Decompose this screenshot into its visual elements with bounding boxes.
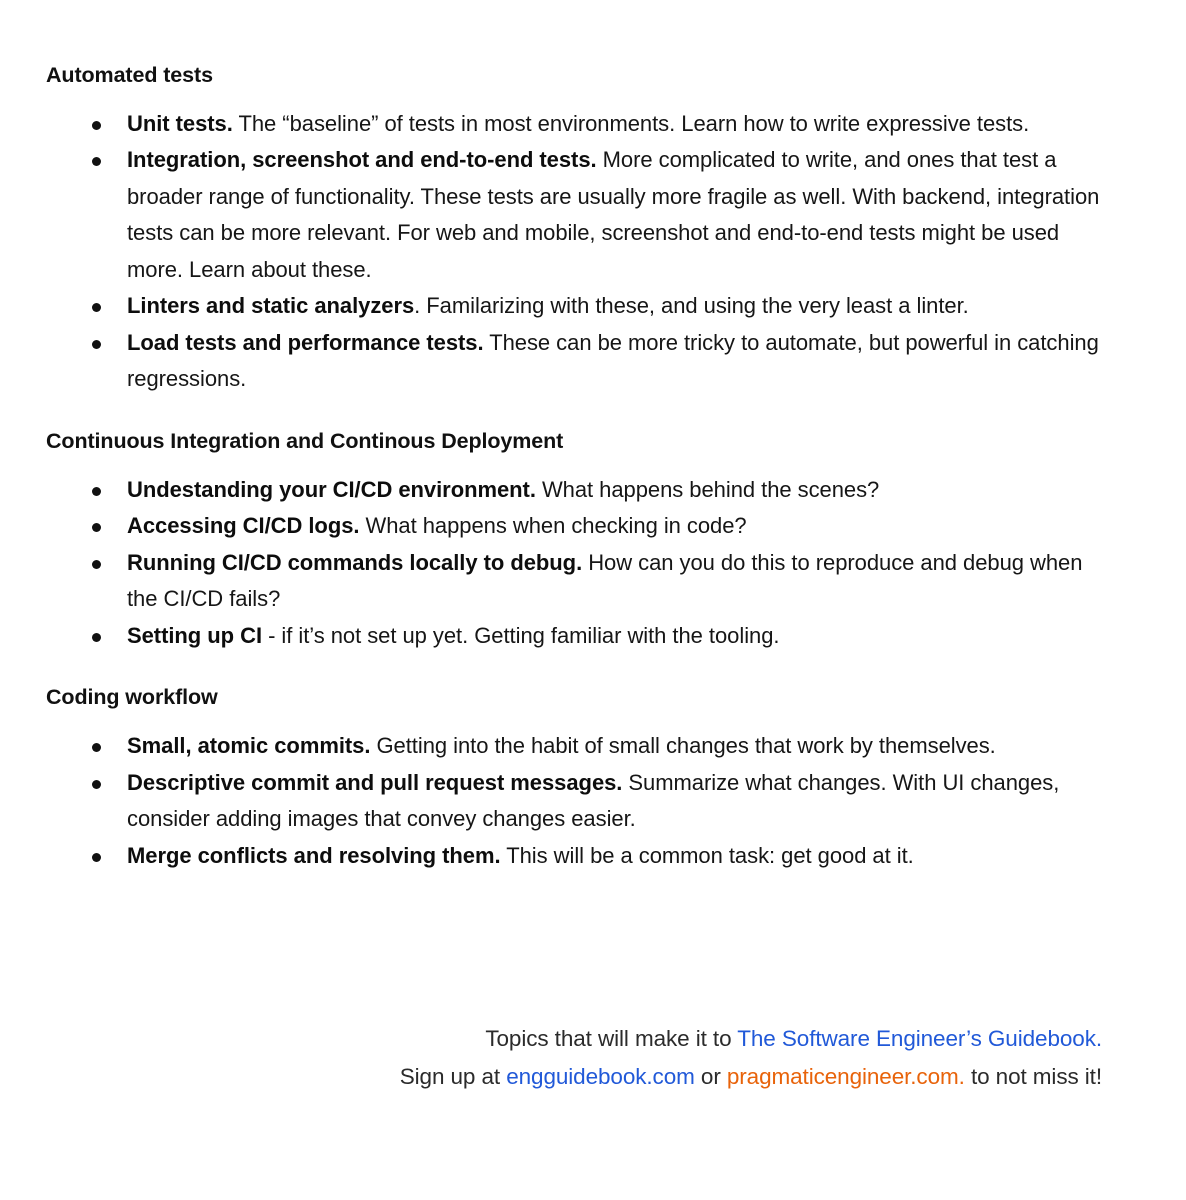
guidebook-link[interactable]: The Software Engineer’s Guidebook. xyxy=(737,1026,1102,1051)
bullet-list xyxy=(46,106,1100,398)
list-item-body: More complicated to write, and ones that test a broader range of functionality. These tests are usually more fragile as well. With backend, integration tests can be more relevant. For web and mobile, screenshot and end-to-end tests might be used more. Learn about these. xyxy=(127,147,1100,282)
list-item xyxy=(46,508,1100,545)
list-item xyxy=(46,545,1100,618)
list-item-lead: Accessing CI/CD logs. xyxy=(127,513,360,539)
list-item-lead: Small, atomic commits. xyxy=(127,733,371,759)
list-item-body: These can be more tricky to automate, but powerful in catching regressions. xyxy=(127,329,1099,392)
footer-promo xyxy=(46,1020,1102,1096)
list-item-body: This will be a common task: get good at it. xyxy=(500,842,914,868)
list-item xyxy=(46,618,1100,655)
list-item xyxy=(46,838,1100,875)
list-item-lead: Load tests and performance tests. xyxy=(127,329,484,355)
list-item-lead: Undestanding your CI/CD environment. xyxy=(127,476,536,502)
footer-line-2 xyxy=(46,1058,1102,1096)
list-item xyxy=(46,288,1100,325)
list-item xyxy=(46,765,1100,838)
footer-line-2-prefix: Sign up at xyxy=(399,1064,507,1089)
section-automated-tests xyxy=(46,62,1100,398)
list-item xyxy=(46,142,1100,288)
list-item-lead: Linters and static analyzers xyxy=(127,293,415,319)
list-item-body: Getting into the habit of small changes that work by themselves. xyxy=(370,733,996,759)
list-item-lead: Merge conflicts and resolving them. xyxy=(127,842,501,868)
section-heading: Coding workflow xyxy=(46,685,218,710)
bullet-list xyxy=(46,472,1100,655)
section-ci-cd xyxy=(46,428,1100,654)
list-item-body: Summarize what changes. With UI changes, consider adding images that convey changes easier. xyxy=(127,769,1060,832)
list-item xyxy=(46,728,1100,765)
footer-line-2-middle: or xyxy=(694,1064,727,1089)
list-item xyxy=(46,472,1100,509)
engguidebook-link[interactable]: engguidebook.com xyxy=(506,1064,695,1089)
list-item xyxy=(46,325,1100,398)
list-item-body: - if it’s not set up yet. Getting familiar with the tooling. xyxy=(262,622,780,648)
list-item-body: The “baseline” of tests in most environments. Learn how to write expressive tests. xyxy=(232,110,1030,136)
footer-line-1-prefix: Topics that will make it to xyxy=(485,1026,738,1051)
list-item-lead: Running CI/CD commands locally to debug. xyxy=(127,549,583,575)
list-item-lead: Descriptive commit and pull request messages. xyxy=(127,769,623,795)
list-item-lead: Unit tests. xyxy=(127,110,233,136)
section-coding-workflow xyxy=(46,684,1100,874)
bullet-list xyxy=(46,728,1100,874)
pragmaticengineer-link[interactable]: pragmaticengineer.com. xyxy=(726,1064,965,1089)
list-item-body: . Familarizing with these, and using the very least a linter. xyxy=(414,293,969,319)
list-item-lead: Setting up CI xyxy=(127,622,263,648)
section-heading: Automated tests xyxy=(46,63,213,87)
footer-line-1 xyxy=(46,1020,1102,1058)
section-heading: Continuous Integration and Continous Deployment xyxy=(46,428,564,453)
list-item-body: What happens when checking in code? xyxy=(359,513,747,539)
list-item-body: What happens behind the scenes? xyxy=(535,476,880,502)
list-item-body: How can you do this to reproduce and debug when the CI/CD fails? xyxy=(127,549,1083,612)
list-item-lead: Integration, screenshot and end-to-end tests. xyxy=(127,147,597,173)
list-item xyxy=(46,106,1100,143)
footer-line-2-suffix: to not miss it! xyxy=(964,1064,1102,1089)
